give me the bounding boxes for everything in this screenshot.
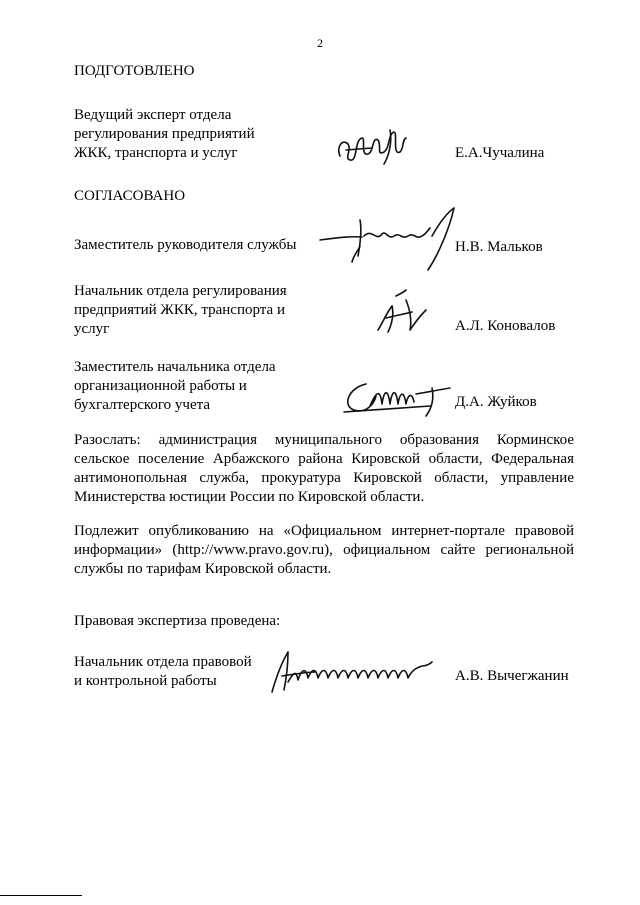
distribution-paragraph: Разослать: администрация муниципального образования Корминское сельское поселение Арбажского района Кировской области, Федеральная антимонопольная служба, прокуратура Кировской области, управление Министерства юстиции России по Кировской области.	[74, 432, 574, 505]
signature-zhuikov	[340, 376, 460, 420]
agreed-heading: СОГЛАСОВАНО	[74, 188, 186, 204]
signature-vychegzhanin	[266, 648, 436, 696]
signer-position	[74, 236, 324, 255]
signer-name: Н.В. Мальков	[455, 239, 543, 255]
footer-rule	[0, 895, 82, 896]
position-line: услуг	[74, 321, 110, 337]
prepared-signer-name: Е.А.Чучалина	[455, 145, 545, 161]
position-line: организационной работы и	[74, 378, 247, 394]
position-line: Ведущий эксперт отдела	[74, 107, 232, 123]
signer-position	[74, 282, 324, 339]
position-line: Заместитель начальника отдела	[74, 359, 276, 375]
signature-konovalov	[370, 284, 436, 350]
position-line: Заместитель руководителя службы	[74, 237, 297, 253]
position-line: бухгалтерского учета	[74, 397, 211, 413]
signer-name: А.Л. Коновалов	[455, 318, 556, 334]
signature-chuchalina	[332, 126, 412, 168]
legal-review-signer-name: А.В. Вычегжанин	[455, 668, 569, 684]
position-line: Начальник отдела правовой	[74, 654, 252, 670]
position-line: ЖКК, транспорта и услуг	[74, 145, 238, 161]
position-line: предприятий ЖКК, транспорта и	[74, 302, 285, 318]
signature-malkov	[316, 206, 462, 274]
publication-paragraph: Подлежит опубликованию на «Официальном интернет-портале правовой информации» (http://www.pravo.gov.ru), официальном сайте региональной службы по тарифам Кировской области.	[74, 523, 574, 577]
legal-review-text: Правовая экспертиза проведена:	[74, 613, 281, 629]
signer-position	[74, 358, 324, 415]
page-number: 2	[317, 36, 323, 50]
position-line: и контрольной работы	[74, 673, 217, 689]
position-line: Начальник отдела регулирования	[74, 283, 287, 299]
position-line: регулирования предприятий	[74, 126, 255, 142]
prepared-heading: ПОДГОТОВЛЕНО	[74, 63, 195, 79]
prepared-position	[74, 106, 324, 163]
signer-name: Д.А. Жуйков	[455, 394, 537, 410]
